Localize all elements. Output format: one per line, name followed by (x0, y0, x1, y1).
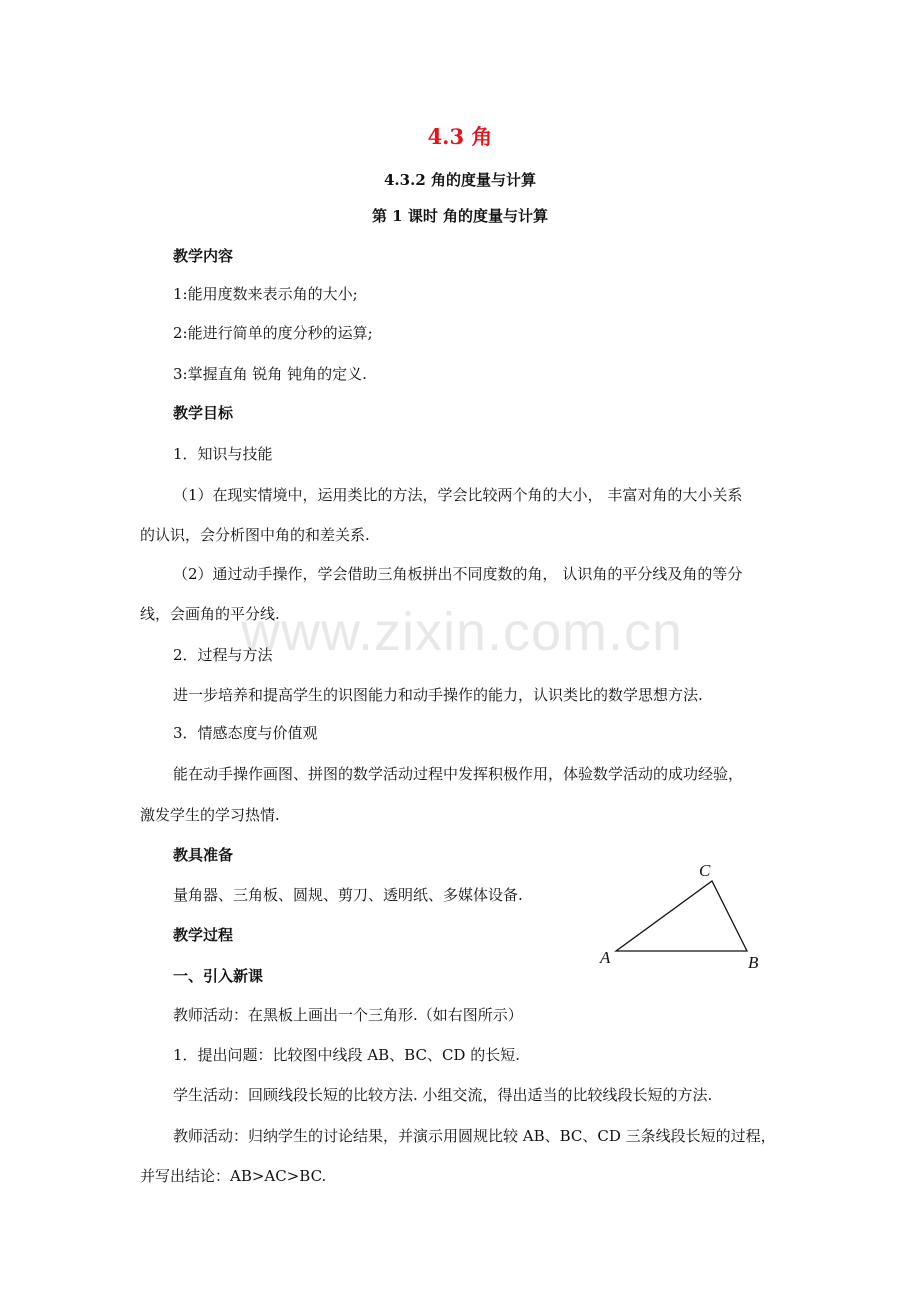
watermark: www.zixin.com.cn (240, 602, 684, 662)
content-heading: 教学内容 (173, 247, 234, 265)
goal-section-title: 1．知识与技能 (173, 445, 273, 463)
goal-section-title: 2．过程与方法 (173, 646, 273, 664)
process-line: 1．提出问题：比较图中线段 AB、BC、CD 的长短. (173, 1046, 520, 1064)
process-line: 并写出结论：AB>AC>BC. (140, 1167, 327, 1185)
goal-paragraph: 线，会画角的平分线. (140, 605, 280, 623)
content-item: 2:能进行简单的度分秒的运算; (173, 324, 373, 342)
lesson-title: 第 1 课时 角的度量与计算 (371, 207, 549, 225)
goal-paragraph: 能在动手操作画图、拼图的数学活动过程中发挥积极作用，体验数学活动的成功经验， (173, 765, 744, 783)
tools-text: 量角器、三角板、圆规、剪刀、透明纸、多媒体设备. (173, 886, 523, 904)
goals-heading: 教学目标 (173, 404, 234, 422)
process-part-title: 一、引入新课 (173, 967, 264, 985)
triangle-shape (616, 881, 747, 951)
process-line: 教师活动：归纳学生的讨论结果，并演示用圆规比较 AB、BC、CD 三条线段长短的过程， (173, 1127, 776, 1145)
content-item: 1:能用度数来表示角的大小; (173, 285, 358, 303)
process-line: 学生活动：回顾线段长短的比较方法. 小组交流，得出适当的比较线段长短的方法. (173, 1086, 713, 1104)
vertex-label-b: B (748, 953, 759, 972)
section-subtitle: 4.3.2 角的度量与计算 (384, 171, 536, 189)
goal-paragraph: 激发学生的学习热情. (140, 806, 280, 824)
process-line: 教师活动：在黑板上画出一个三角形.（如右图所示） (173, 1006, 523, 1024)
vertex-label-a: A (600, 948, 611, 967)
process-heading: 教学过程 (173, 926, 234, 944)
goal-paragraph: 的认识，会分析图中角的和差关系. (140, 526, 370, 544)
goal-paragraph: 进一步培养和提高学生的识图能力和动手操作的能力，认识类比的数学思想方法. (173, 686, 703, 704)
goal-section-title: 3．情感态度与价值观 (173, 724, 318, 742)
tools-heading: 教具准备 (173, 846, 234, 864)
content-item: 3:掌握直角 锐角 钝角的定义. (173, 365, 367, 383)
goal-paragraph: （1）在现实情境中，运用类比的方法，学会比较两个角的大小， 丰富对角的大小关系 (173, 486, 743, 504)
page-title: 4.3 角 (427, 124, 493, 149)
goal-paragraph: （2）通过动手操作，学会借助三角板拼出不同度数的角， 认识角的平分线及角的等分 (173, 565, 743, 583)
vertex-label-c: C (699, 861, 711, 880)
